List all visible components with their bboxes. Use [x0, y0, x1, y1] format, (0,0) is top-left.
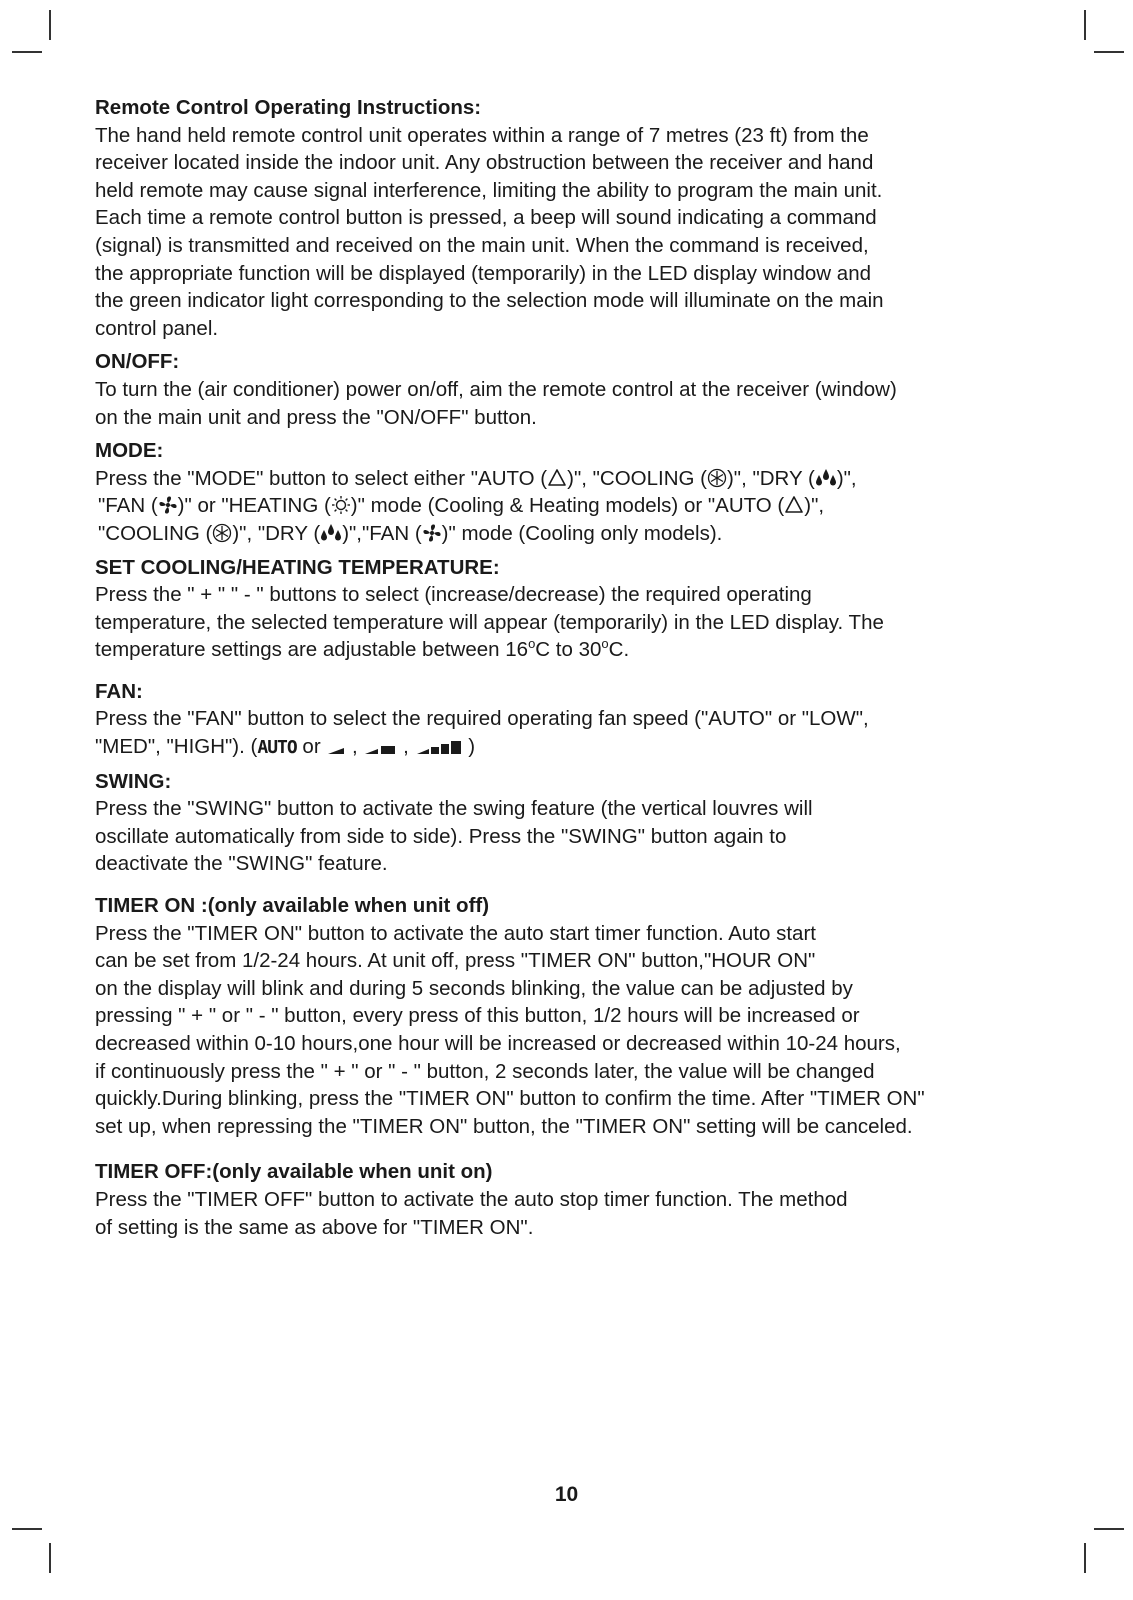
temperature-heading: SET COOLING/HEATING TEMPERATURE:	[95, 555, 500, 579]
droplets-icon	[815, 468, 837, 488]
intro-line: control panel.	[95, 316, 219, 340]
page-number: 10	[554, 1483, 579, 1506]
swing-line: Press the "SWING" button to activate the swing feature (the vertical louvres will	[95, 797, 813, 821]
timer-off-paragraph	[95, 1186, 1045, 1241]
auto-triangle-icon	[784, 495, 804, 515]
crop-mark-bottom-right-h	[1094, 1528, 1124, 1530]
mode-line-1: Press the "MODE" button to select either "AUTO ( )", "COOLING ( )", "DRY ( )",	[95, 466, 857, 490]
timer-on-line: pressing " + " or " - " button, every press of this button, 1/2 hours will be increased or	[95, 1004, 860, 1028]
intro-line: the appropriate function will be displayed (temporarily) in the LED display window and	[95, 261, 871, 285]
onoff-paragraph	[95, 376, 1045, 431]
swing-paragraph	[95, 795, 1045, 878]
crop-mark-bottom-left-h	[12, 1528, 42, 1530]
intro-line: held remote may cause signal interference, limiting the ability to program the main unit.	[95, 178, 883, 202]
timer-on-paragraph	[95, 920, 1045, 1141]
fan-speed-high-icon	[415, 740, 463, 756]
timer-on-line: decreased within 0-10 hours,one hour will be increased or decreased within 10-24 hours,	[95, 1032, 901, 1055]
intro-line: receiver located inside the indoor unit. Any obstruction between the receiver and hand	[95, 151, 874, 175]
temperature-line: temperature settings are adjustable between 16$^o$C to 30$^o$C.	[95, 636, 630, 662]
fan-speed-low-icon	[326, 742, 346, 756]
swing-heading: SWING:	[95, 769, 172, 793]
crop-mark-bottom-left-v	[49, 1543, 51, 1573]
intro-line: The hand held remote control unit operates within a range of 7 metres (23 ft) from the	[95, 123, 869, 147]
timer-on-line: Press the "TIMER ON" button to activate the auto start timer function. Auto start	[95, 921, 816, 945]
snowflake-icon	[707, 468, 727, 488]
temperature-line: Press the " + " " - " buttons to select (increase/decrease) the required operating	[95, 583, 812, 607]
intro-paragraph	[95, 122, 1045, 343]
intro-line: (signal) is transmitted and received on the main unit. When the command is received,	[95, 233, 869, 257]
swing-line: deactivate the "SWING" feature.	[95, 852, 388, 876]
sun-icon	[331, 495, 351, 515]
crop-mark-top-right-h	[1094, 51, 1124, 53]
timer-on-line: set up, when repressing the "TIMER ON" button, the "TIMER ON" setting will be canceled.	[95, 1114, 913, 1138]
intro-line: the green indicator light corresponding to the selection mode will illuminate on the main	[95, 289, 884, 313]
crop-mark-top-left-h	[12, 51, 42, 53]
manual-page-content	[95, 94, 1045, 1241]
auto-triangle-icon	[547, 468, 567, 488]
crop-mark-bottom-right-v	[1084, 1543, 1086, 1573]
timer-off-line: Press the "TIMER OFF" button to activate the auto stop timer function. The method	[95, 1187, 848, 1211]
fan-line: "MED", "HIGH"). (AUTO or , , )	[95, 735, 476, 759]
swing-line: oscillate automatically from side to side). Press the "SWING" button again to	[95, 824, 787, 848]
intro-line: Each time a remote control button is pressed, a beep will sound indicating a command	[95, 206, 877, 230]
temperature-paragraph	[95, 581, 1045, 664]
droplets-icon	[320, 523, 342, 543]
fan-paragraph	[95, 705, 1045, 761]
fan-line: Press the "FAN" button to select the required operating fan speed ("AUTO" or "LOW",	[95, 707, 869, 731]
fan-icon	[158, 495, 178, 515]
timer-on-line: on the display will blink and during 5 seconds blinking, the value can be adjusted by	[95, 976, 853, 1000]
temperature-line: temperature, the selected temperature will appear (temporarily) in the LED display. The	[95, 610, 884, 634]
timer-off-line: of setting is the same as above for "TIMER ON".	[95, 1215, 534, 1239]
onoff-heading: ON/OFF:	[95, 350, 180, 374]
auto-fan-label: AUTO	[257, 737, 297, 759]
timer-on-line: if continuously press the " + " or " - " button, 2 seconds later, the value will be changed	[95, 1059, 875, 1083]
timer-off-heading: TIMER OFF:(only available when unit on)	[95, 1160, 493, 1184]
onoff-line: To turn the (air conditioner) power on/off, aim the remote control at the receiver (window)	[95, 377, 897, 401]
fan-icon	[422, 523, 442, 543]
mode-paragraph	[95, 465, 1045, 548]
fan-heading: FAN:	[95, 679, 143, 703]
page-title: Remote Control Operating Instructions:	[95, 96, 482, 119]
timer-on-heading: TIMER ON :(only available when unit off)	[95, 894, 490, 918]
mode-line-3: "COOLING ( )", "DRY ( )","FAN ( )" mode (Cooling only models).	[98, 521, 723, 545]
crop-mark-top-left-v	[49, 10, 51, 40]
snowflake-icon	[212, 523, 232, 543]
timer-on-line: quickly.During blinking, press the "TIMER ON" button to confirm the time. After "TIMER ON"	[95, 1087, 925, 1111]
timer-on-line: can be set from 1/2-24 hours. At unit off, press "TIMER ON" button,"HOUR ON"	[95, 949, 816, 973]
mode-line-2: "FAN ( )" or "HEATING ( )" mode (Cooling & Heating models) or "AUTO ( )",	[98, 494, 825, 518]
mode-heading: MODE:	[95, 439, 164, 463]
fan-speed-med-icon	[363, 742, 397, 756]
crop-mark-top-right-v	[1084, 10, 1086, 40]
onoff-line: on the main unit and press the "ON/OFF" button.	[95, 405, 537, 429]
